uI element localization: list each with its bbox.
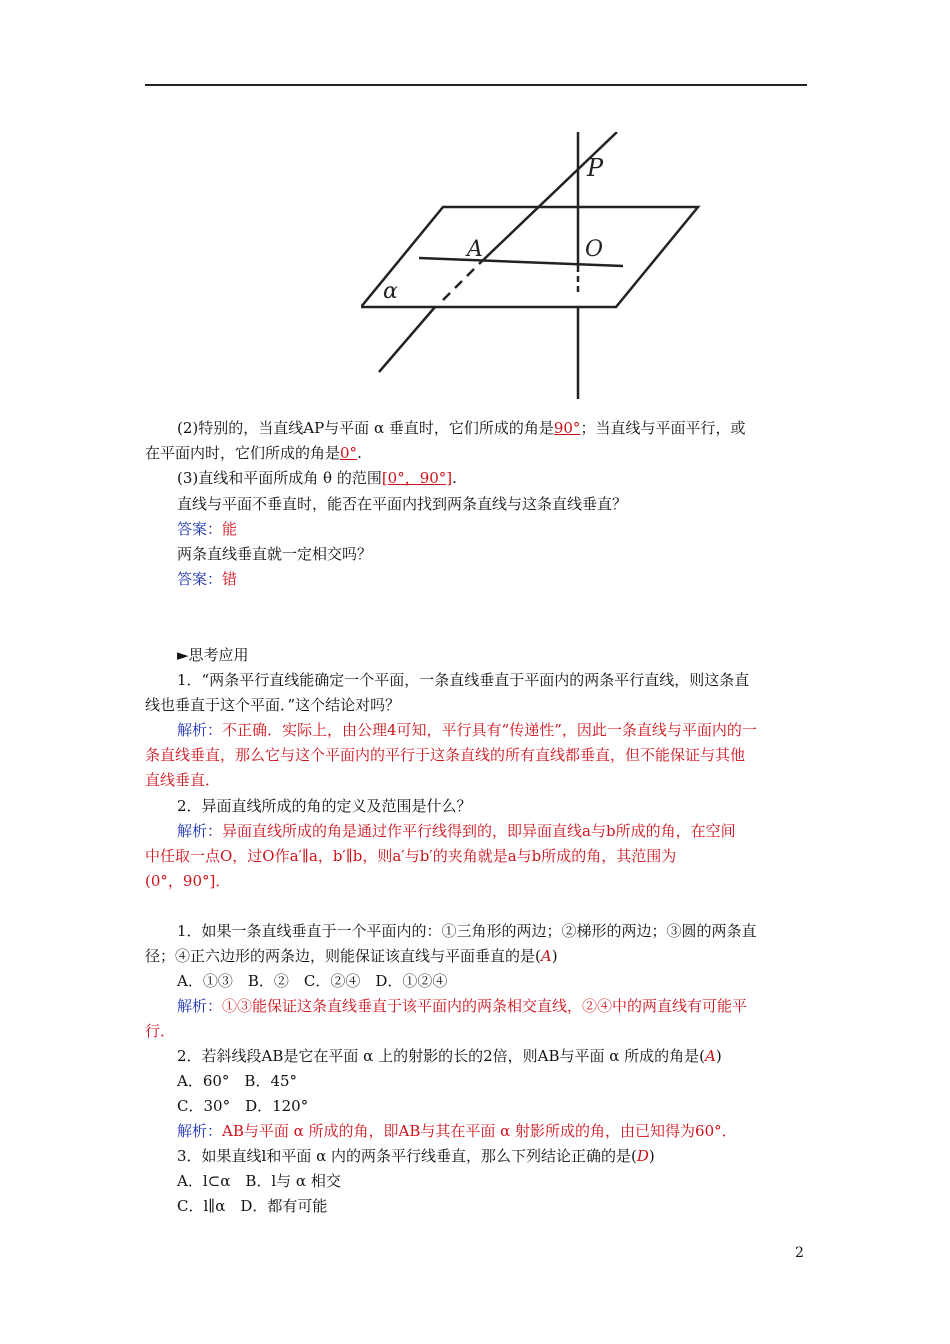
label-o: O [585, 237, 604, 262]
think-a1-line-3: 直线垂直． [145, 771, 221, 789]
think-q2: 2．异面直线所成的角的定义及范围是什么？ [177, 797, 472, 815]
question-2: 两条直线垂直就一定相交吗？ [177, 545, 373, 563]
answer-0: 0° [340, 444, 358, 462]
ex3-answer: D [636, 1147, 649, 1165]
label-a: A [467, 237, 483, 262]
p2-line-1: (2)特别的，当直线AP与平面 α 垂直时，它们所成的角是90°；当直线与平面平行，或 [177, 419, 746, 437]
ex3-options-1: A．l⊂α B．l与 α 相交 [177, 1172, 341, 1190]
think-q1-line-1: 1．“两条平行直线能确定一个平面，一条直线垂直于平面内的两条平行直线，则这条直 [177, 671, 750, 689]
line-plane-angle-figure [361, 132, 704, 399]
think-a2-line-1: 解析：异面直线所成的角是通过作平行线得到的，即异面直线a与b所成的角，在空间 [177, 822, 736, 840]
ex1-solution-line-1: 解析：①③能保证这条直线垂直于该平面内的两条相交直线，②④中的两直线有可能平 [177, 997, 748, 1015]
label-alpha: α [383, 279, 398, 304]
p3-line: (3)直线和平面所成角 θ 的范围[0°，90°]. [177, 469, 457, 487]
ex1-options: A．①③ B．② C．②④ D．①②④ [177, 972, 448, 990]
ex3-options-2: C．l∥α D．都有可能 [177, 1197, 328, 1215]
think-a2-line-2: 中任取一点O，过O作a′∥a，b′∥b，则a′与b′的夹角就是a与b所成的角，其范围为 [145, 847, 677, 865]
label-p: P [587, 154, 604, 182]
answer-90: 90° [553, 419, 581, 437]
think-title: ►思考应用 [177, 646, 249, 664]
think-a2-line-3: (0°，90°]． [145, 872, 231, 890]
page-number: 2 [795, 1245, 804, 1261]
ex1-answer: A [540, 947, 552, 965]
ex1-line-2: 径；④正六边形的两条边，则能保证该直线与平面垂直的是(A) [145, 947, 558, 965]
ex1-line-1: 1．如果一条直线垂直于一个平面内的：①三角形的两边；②梯形的两边；③圆的两条直 [177, 922, 757, 940]
ex2-options-2: C．30° D．120° [177, 1097, 309, 1115]
ex2-solution: 解析：AB与平面 α 所成的角，即AB与其在平面 α 射影所成的角，由已知得为60°． [177, 1122, 737, 1140]
answer-1: 答案：能 [177, 520, 238, 538]
question-1: 直线与平面不垂直时，能否在平面内找到两条直线与这条直线垂直？ [177, 495, 628, 513]
think-q1-line-2: 线也垂直于这个平面．”这个结论对吗？ [145, 696, 401, 714]
answer-2: 答案：错 [177, 570, 238, 588]
answer-range: [0°，90°] [381, 469, 453, 487]
header-rule [145, 84, 807, 86]
ex2-options-1: A．60° B．45° [177, 1072, 298, 1090]
think-a1-line-1: 解析：不正确．实际上，由公理4可知，平行具有“传递性”，因此一条直线与平面内的一 [177, 721, 757, 739]
ex2-answer: A [704, 1047, 716, 1065]
ex3-question: 3．如果直线l和平面 α 内的两条平行线垂直，那么下列结论正确的是(D) [177, 1147, 655, 1165]
p2-line-2: 在平面内时，它们所成的角是0°. [145, 444, 362, 462]
think-a1-line-2: 条直线垂直，那么它与这个平面内的平行于这条直线的所有直线都垂直，但不能保证与其他 [145, 746, 746, 764]
ex1-solution-line-2: 行． [145, 1022, 176, 1040]
ex2-question: 2．若斜线段AB是它在平面 α 上的射影的长的2倍，则AB与平面 α 所成的角是(A) [177, 1047, 722, 1065]
